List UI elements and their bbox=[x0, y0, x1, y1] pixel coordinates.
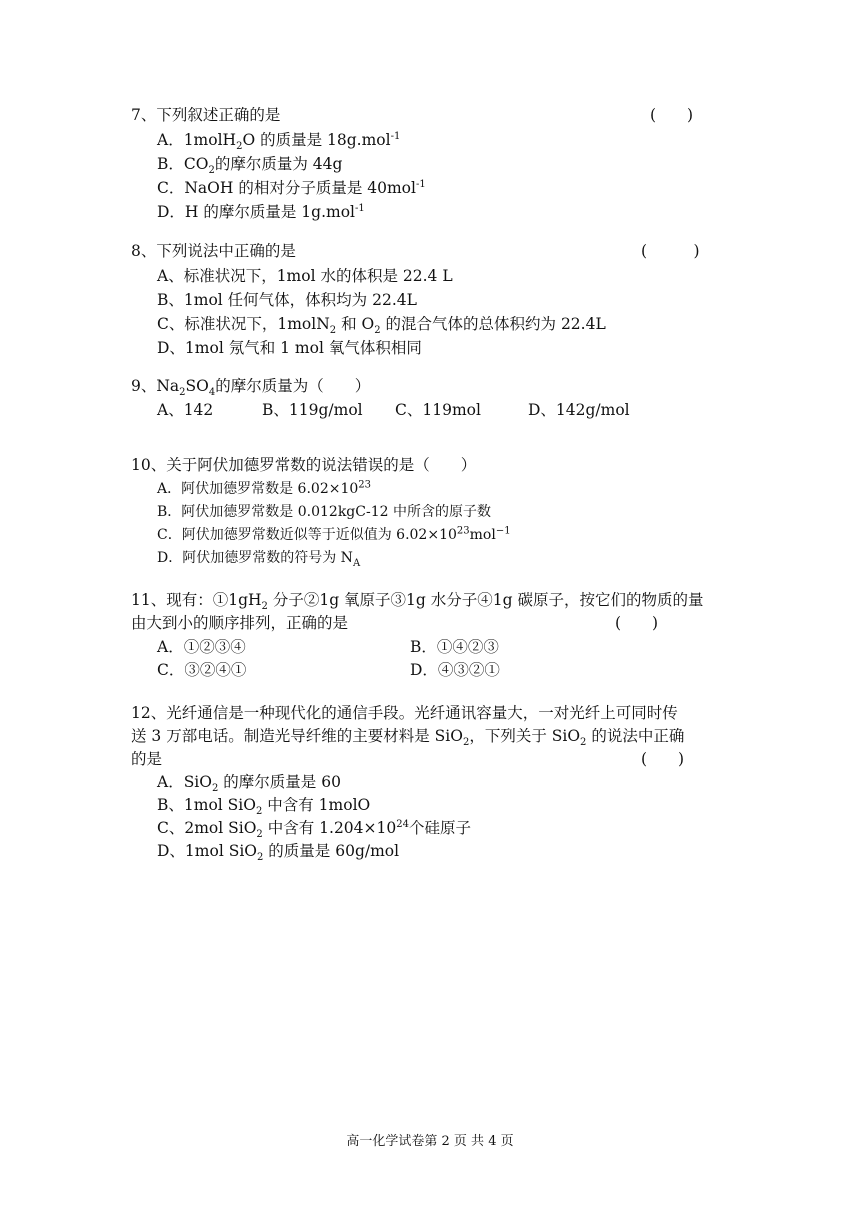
question-10-stem: 10、关于阿伏加德罗常数的说法错误的是（ ） bbox=[131, 456, 477, 474]
question-7-stem: 7、下列叙述正确的是 bbox=[131, 106, 281, 124]
question-8-option-a: A、标准状况下，1mol 水的体积是 22.4 L bbox=[157, 267, 453, 285]
question-7-answer-bracket: ( ) bbox=[650, 106, 694, 124]
question-11-option-c: C．③②④① bbox=[157, 661, 247, 679]
question-10-option-b: B．阿伏加德罗常数是 0.012kgC-12 中所含的原子数 bbox=[157, 504, 491, 520]
question-8-option-c: C、标准状况下，1molN$_2$ 和 $O_2$ 的混合气体的总体积约为 22.4L bbox=[157, 315, 606, 337]
question-10-option-d: D．阿伏加德罗常数的符号为 $N_A$ bbox=[157, 550, 361, 569]
page-footer: 高一化学试卷第 2 页 共 4 页 bbox=[346, 1134, 514, 1149]
question-9-stem: 9、$Na_2SO_4$的摩尔质量为（ ） bbox=[131, 377, 371, 399]
question-9-option-d: D、142g/mol bbox=[528, 401, 630, 419]
question-12-option-d: D、1mol SiO$_2$ 的质量是 60g/mol bbox=[157, 842, 400, 864]
question-8-option-d: D、1mol 氖气和 1 mol 氧气体积相同 bbox=[157, 339, 422, 357]
question-12-option-c: C、2mol SiO$_2$ 中含有 $1.204\times 10^{24}$个硅原子 bbox=[157, 818, 471, 841]
question-11-option-a: A．①②③④ bbox=[157, 638, 246, 656]
question-12-stem-line2: 送 3 万部电话。制造光导纤维的主要材料是 SiO$_2$，下列关于 SiO$_2$ 的说法中正确 bbox=[131, 727, 685, 749]
question-9-option-a: A、142 bbox=[157, 401, 214, 419]
question-7-option-b: B．$CO_2$的摩尔质量为 44g bbox=[157, 155, 343, 177]
question-8-option-b: B、1mol 任何气体，体积均为 22.4L bbox=[157, 291, 417, 309]
question-11-stem-line1: 11、现有：$①1gH_2$ 分子②1g 氧原子③1g 水分子④1g 碳原子，按它们的物质的量 bbox=[131, 591, 704, 613]
question-11-answer-bracket: ( ) bbox=[615, 614, 659, 632]
question-11-stem-line2: 由大到小的顺序排列，正确的是 bbox=[131, 614, 349, 632]
question-12-option-b: B、1mol SiO$_2$ 中含有 1molO bbox=[157, 796, 371, 818]
question-7-option-a: A．1molH$_2$O 的质量是 18g.mol$^{-1}$ bbox=[157, 130, 401, 153]
question-7-option-d: D．H 的摩尔质量是 1g.mol$^{-1}$ bbox=[157, 202, 365, 221]
question-10-option-a: A．阿伏加德罗常数是 $6.02\times 10^{23}$ bbox=[157, 479, 372, 497]
question-10-option-c: C．阿伏加德罗常数近似等于近似值为 $6.02\times 10^{23}mol^{-1}$ bbox=[157, 525, 511, 543]
question-7-option-c: C．NaOH 的相对分子质量是 40mol$^{-1}$ bbox=[157, 178, 426, 197]
question-12-answer-bracket: ( ) bbox=[641, 750, 685, 768]
question-12-stem-line3: 的是 bbox=[131, 750, 163, 768]
question-8-stem: 8、下列说法中正确的是 bbox=[131, 242, 296, 260]
question-11-option-d: D．④③②① bbox=[410, 661, 500, 679]
question-8-answer-bracket: ( ) bbox=[641, 242, 700, 260]
question-12-stem-line1: 12、光纤通信是一种现代化的通信手段。光纤通讯容量大，一对光纤上可同时传 bbox=[131, 704, 678, 722]
question-9-option-c: C、119mol bbox=[395, 401, 481, 419]
question-12-option-a: A．SiO$_2$ 的摩尔质量是 60 bbox=[157, 773, 341, 795]
question-9-option-b: B、119g/mol bbox=[262, 401, 363, 419]
question-11-option-b: B．①④②③ bbox=[410, 638, 499, 656]
